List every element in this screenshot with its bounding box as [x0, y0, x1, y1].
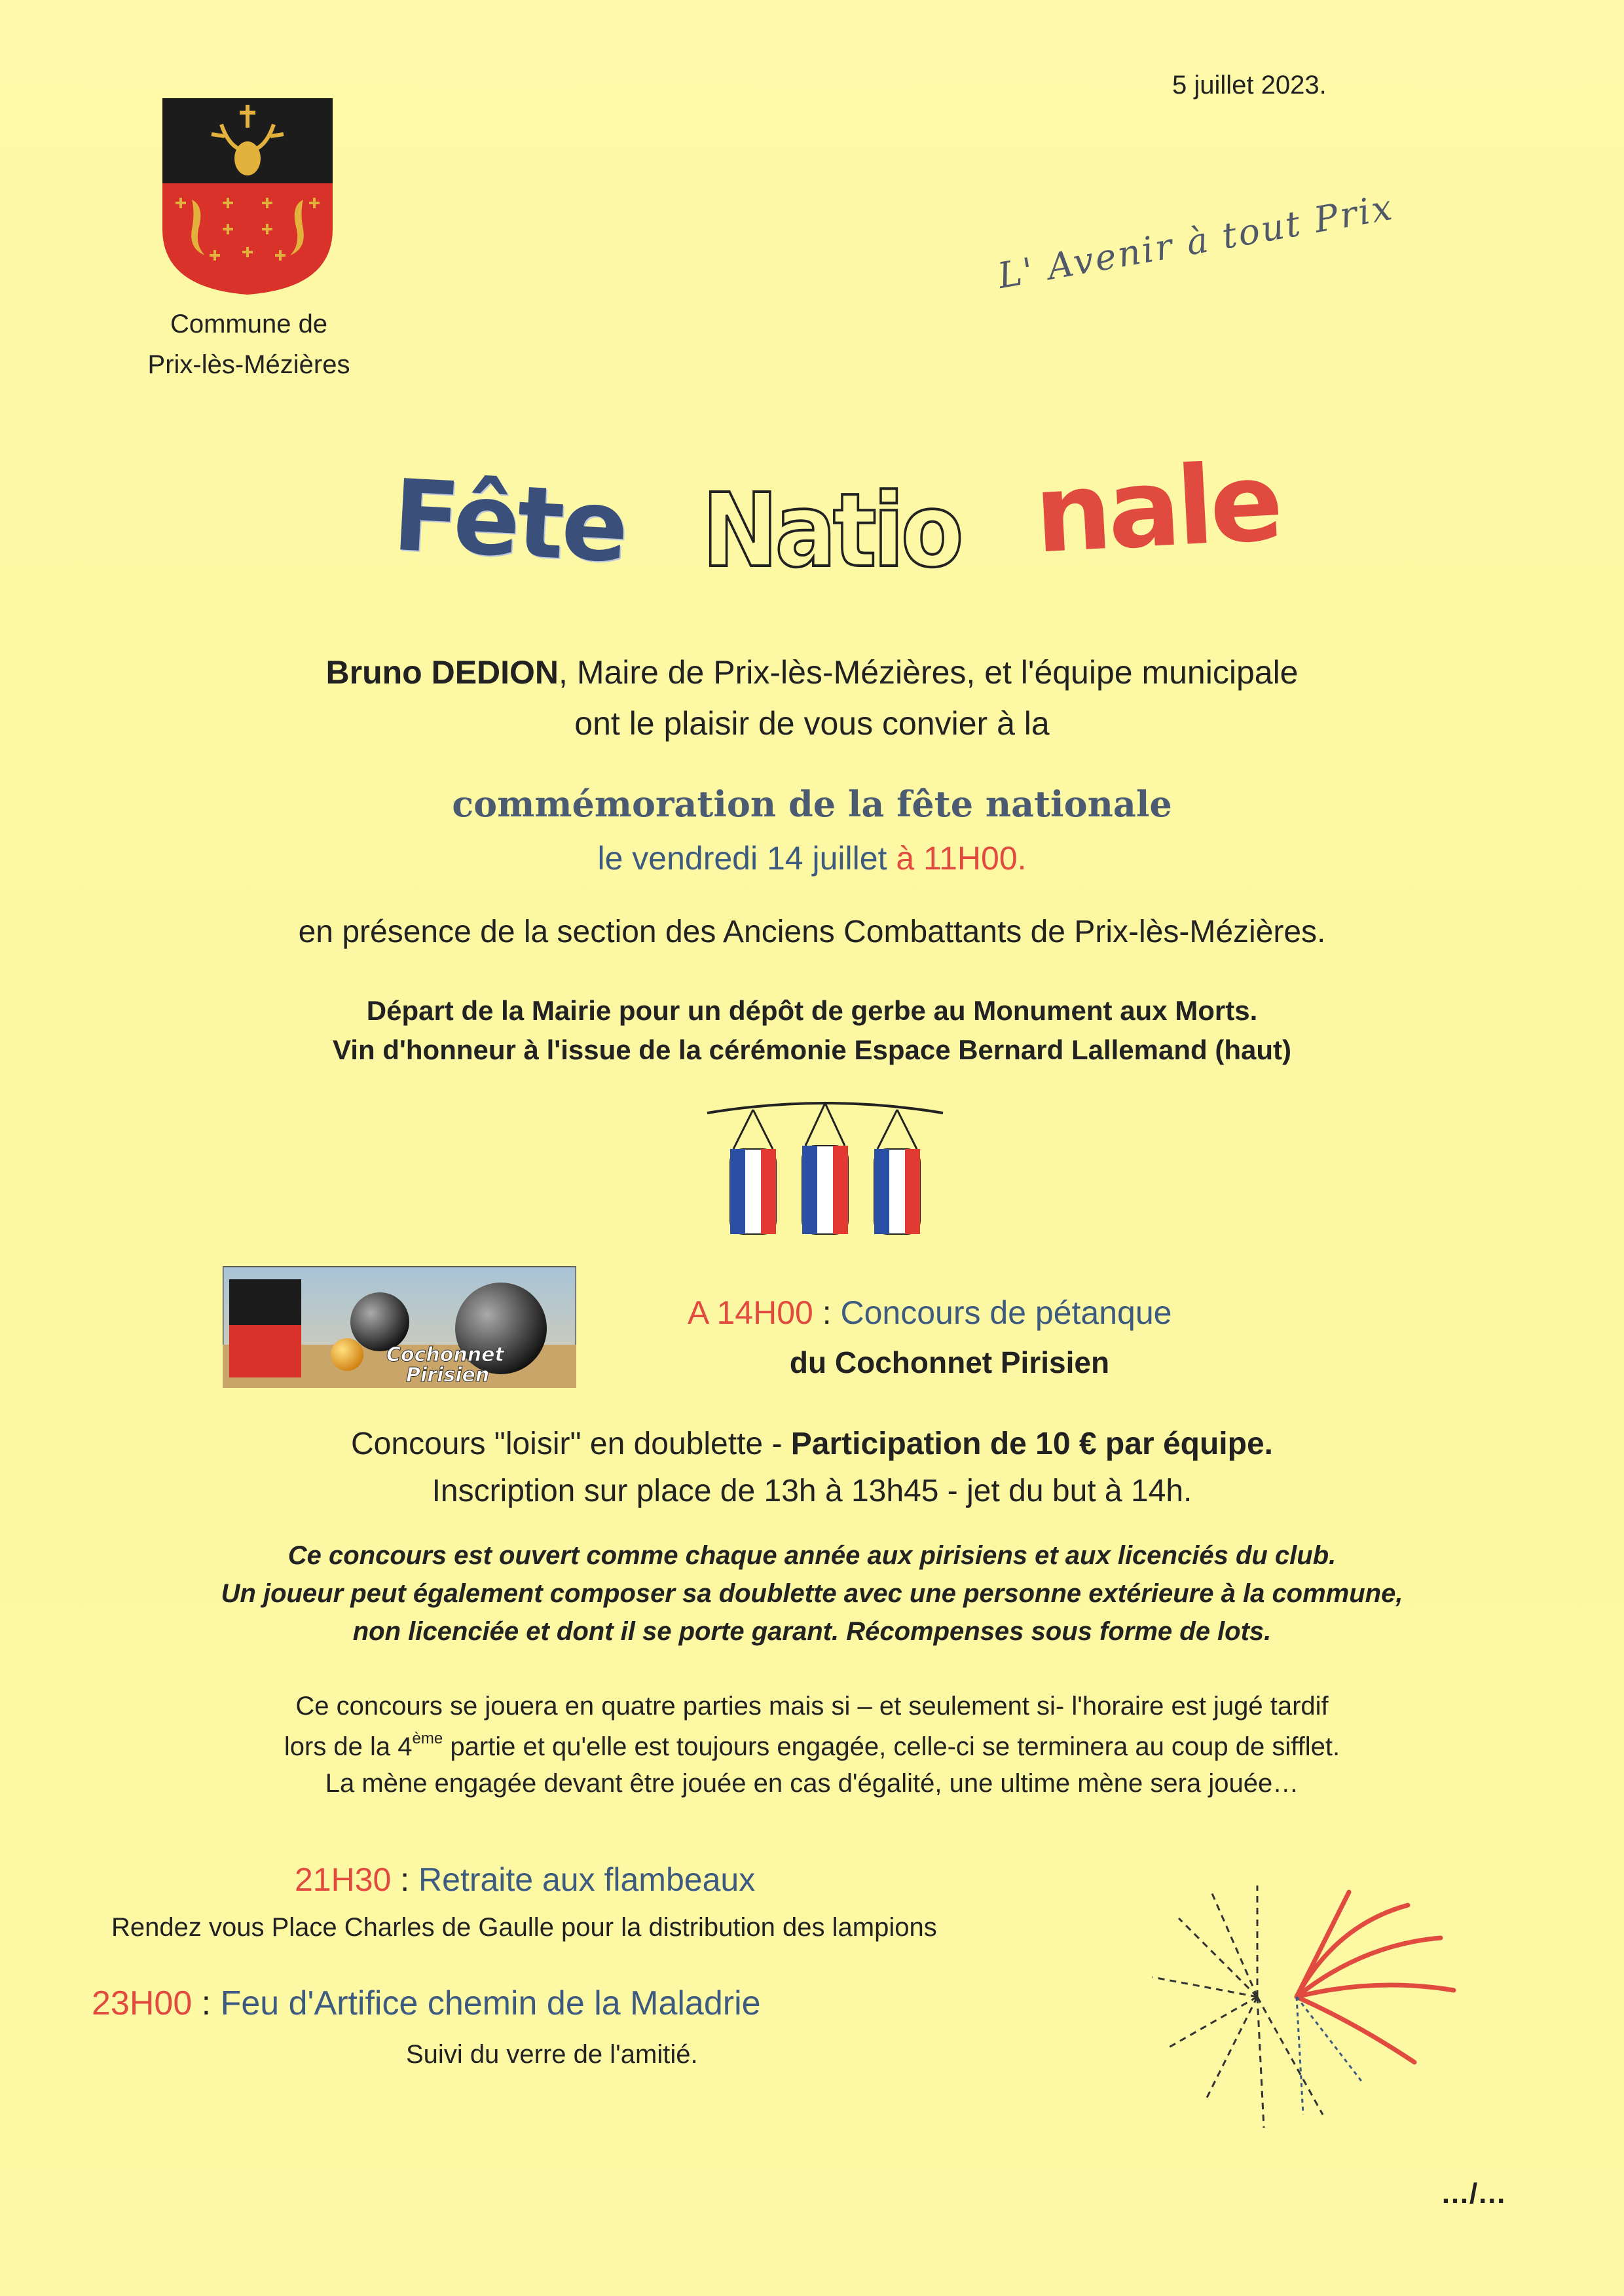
- petanque-heading: [688, 1294, 1172, 1332]
- page-title: [390, 439, 1283, 622]
- torchlight-title: Retraite aux flambeaux: [418, 1861, 756, 1898]
- departure-line: Départ de la Mairie pour un dépôt de gerbe au Monument aux Morts.: [366, 995, 1258, 1026]
- petanque-time: A 14H00: [688, 1294, 813, 1331]
- torchlight-sep: :: [391, 1861, 419, 1898]
- loisir-text: Concours "loisir" en doublette -: [351, 1427, 791, 1461]
- lanterns-icon: [694, 1087, 956, 1270]
- presence-line: en présence de la section des Anciens Combattants de Prix-lès-Mézières.: [298, 915, 1326, 949]
- rules-line-3: La mène engagée devant être jouée en cas d'égalité, une ultime mène sera jouée…: [325, 1769, 1299, 1798]
- intro-line2: ont le plaisir de vous convier à la: [574, 705, 1050, 742]
- commemoration-date: [0, 839, 1624, 877]
- continued-marker: …/…: [1441, 2178, 1507, 2210]
- rules-italic-1: Ce concours est ouvert comme chaque année aux pirisiens et aux licenciés du club.: [287, 1541, 1337, 1570]
- logo-text-2: Pirisien: [406, 1364, 490, 1387]
- rules-line-2: [0, 1730, 1624, 1762]
- rules-line-1: Ce concours se jouera en quatre parties mais si – et seulement si- l'horaire est jugé tardif: [295, 1692, 1329, 1721]
- commemoration-title: commémoration de la fête nationale: [452, 783, 1172, 825]
- title-part-red: nale: [1031, 439, 1283, 577]
- motto: [989, 186, 1513, 308]
- fireworks-sep: :: [192, 1984, 221, 2022]
- title-part-blue: Fête: [390, 458, 629, 585]
- fireworks-icon: [1126, 1866, 1493, 2141]
- commune-name: [118, 304, 380, 385]
- petanque-title: Concours de pétanque: [840, 1294, 1172, 1331]
- mayor-name: Bruno DEDION: [325, 654, 559, 691]
- fireworks-desc: Suivi du verre de l'amitié.: [406, 2040, 698, 2069]
- torchlight-time: 21H30: [295, 1861, 392, 1898]
- rules-line-2-sup: ème: [412, 1730, 443, 1747]
- fireworks-time: 23H00: [92, 1984, 193, 2022]
- logo-text-1: Cochonnet: [386, 1343, 504, 1366]
- petanque-subtitle: du Cochonnet Pirisien: [789, 1345, 1110, 1379]
- commune-line2: Prix-lès-Mézières: [147, 350, 350, 379]
- reception-line: Vin d'honneur à l'issue de la cérémonie Espace Bernard Lallemand (haut): [333, 1034, 1291, 1065]
- petanque-sep: :: [813, 1294, 841, 1331]
- title-part-white: Natio: [701, 471, 961, 590]
- rules-italic-3: non licenciée et dont il se porte garant. Récompenses sous forme de lots.: [352, 1617, 1272, 1646]
- letter-date: 5 juillet 2023.: [1172, 71, 1327, 100]
- rules-italic-2: Un joueur peut également composer sa doublette avec une personne extérieure à la commune,: [221, 1579, 1403, 1608]
- loisir-line: [0, 1426, 1624, 1462]
- loisir-fee: Participation de 10 € par équipe.: [790, 1427, 1273, 1461]
- intro-line1-text: , Maire de Prix-lès-Mézières, et l'équipe municipale: [559, 654, 1299, 691]
- motto-text: L' Avenir à tout Prix: [995, 186, 1397, 297]
- commune-line1: Commune de: [170, 310, 328, 338]
- commemoration-time: à 11H00.: [896, 840, 1027, 877]
- fireworks-heading: [92, 1984, 761, 2023]
- cochonnet-logo: [223, 1266, 576, 1388]
- rules-line-2b: partie et qu'elle est toujours engagée, celle-ci se terminera au coup de sifflet.: [443, 1732, 1340, 1761]
- fireworks-title: Feu d'Artifice chemin de la Maladrie: [220, 1984, 761, 2022]
- intro-line1: [0, 653, 1624, 691]
- commemoration-day: le vendredi 14 juillet: [597, 840, 896, 877]
- torchlight-desc: Rendez vous Place Charles de Gaulle pour la distribution des lampions: [111, 1913, 937, 1942]
- torchlight-heading: [295, 1861, 755, 1899]
- inscription-line: Inscription sur place de 13h à 13h45 - jet du but à 14h.: [432, 1474, 1192, 1508]
- rules-line-2a: lors de la 4: [284, 1732, 413, 1761]
- coat-of-arms-icon: [162, 98, 333, 295]
